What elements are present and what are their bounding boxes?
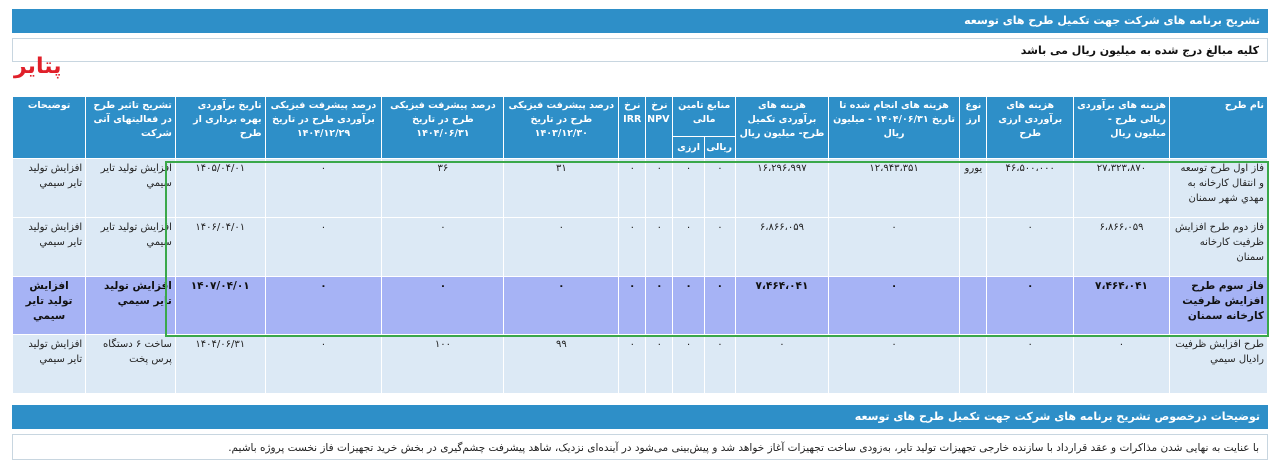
cell-impact: افزايش توليد تاير سيمي [86, 277, 176, 335]
cell-fund-rial: ۰ [704, 335, 735, 394]
company-logo: پتایر [14, 54, 62, 79]
cell-plan-name: فاز سوم طرح افزایش ظرفیت کارخانه سمنان [1169, 277, 1267, 335]
col-irr: نرخ IRR [619, 97, 646, 159]
table-row [13, 218, 1268, 277]
cell-npv: ۰ [646, 277, 673, 335]
col-progress-1403: درصد پیشرفت فیزیکی طرح در تاریخ ۱۴۰۳/۱۲/۳۰ [504, 97, 619, 159]
table-row-highlighted [13, 277, 1268, 335]
cell-notes: افزايش توليد تاير سيمي [13, 218, 86, 277]
cell-operation-date: ۱۴۰۴/۰۶/۳۱ [175, 335, 265, 394]
cell-progress-1403: ۰ [504, 277, 619, 335]
notes-title: توضیحات درخصوص تشریح برنامه های شرکت جهت تکمیل طرح های توسعه [12, 405, 1268, 429]
cell-rial-cost: ۰ [1073, 335, 1169, 394]
cell-progress-1403: ۳۱ [504, 159, 619, 218]
cell-completion-cost: ۶،۸۶۶،۰۵۹ [736, 218, 829, 277]
cell-operation-date: ۱۴۰۶/۰۴/۰۱ [175, 218, 265, 277]
cell-progress-1403: ۰ [504, 218, 619, 277]
cell-npv: ۰ [646, 159, 673, 218]
col-currency: نوع ارز [960, 97, 987, 159]
cell-progress-1404-12: ۰ [265, 335, 382, 394]
cell-rial-cost: ۶،۸۶۶،۰۵۹ [1073, 218, 1169, 277]
cell-progress-1403: ۹۹ [504, 335, 619, 394]
col-impact: تشریح تاثیر طرح در فعالیتهای آتی شرکت [86, 97, 176, 159]
cell-fund-fx: ۰ [673, 218, 704, 277]
col-funding: منابع تامین مالی [673, 97, 736, 137]
cell-spent: ۱۲،۹۴۳،۳۵۱ [828, 159, 959, 218]
cell-plan-name: طرح افزایش ظرفیت رادیال سیمي [1169, 335, 1267, 394]
page-title: تشریح برنامه های شرکت جهت تکمیل طرح های توسعه [12, 9, 1268, 33]
cell-currency [960, 335, 987, 394]
cell-impact: افزايش توليد تاير سيمي [86, 159, 176, 218]
cell-impact: افزايش توليد تاير سيمي [86, 218, 176, 277]
cell-currency [960, 277, 987, 335]
cell-currency: یورو [960, 159, 987, 218]
cell-progress-1404-12: ۰ [265, 159, 382, 218]
col-spent: هزینه های انجام شده تا تاریخ ۱۴۰۴/۰۶/۳۱ - میلیون ریال [828, 97, 959, 159]
cell-impact: ساخت ۶ دستگاه پرس پخت [86, 335, 176, 394]
cell-fund-rial: ۰ [704, 218, 735, 277]
col-notes: توضیحات [13, 97, 86, 159]
cell-fund-fx: ۰ [673, 159, 704, 218]
cell-npv: ۰ [646, 335, 673, 394]
cell-completion-cost: ۷،۴۶۴،۰۴۱ [736, 277, 829, 335]
cell-irr: ۰ [619, 159, 646, 218]
cell-spent: ۰ [828, 277, 959, 335]
cell-rial-cost: ۲۷،۳۲۳،۸۷۰ [1073, 159, 1169, 218]
cell-fx-cost: ۰ [987, 218, 1074, 277]
cell-spent: ۰ [828, 335, 959, 394]
cell-fx-cost: ۰ [987, 277, 1074, 335]
cell-progress-1404-12: ۰ [265, 277, 382, 335]
cell-notes: افزايش توليد تاير سيمي [13, 335, 86, 394]
cell-operation-date: ۱۴۰۵/۰۴/۰۱ [175, 159, 265, 218]
col-rial-cost: هزینه های برآوردی ریالی طرح - میلیون ریال [1073, 97, 1169, 159]
notes-text: با عنایت به نهایی شدن مذاکرات و عقد قرارداد با سازنده خارجی تجهیزات تولید تایر، به‌زودی ساخت تجهیزات آغاز خواهد شد و پیش‌بینی می‌شود در آینده‌ای نزدیک، شاهد پیشرفت چشم‌گیری در بخش خرید تجهیزات فاز نخست پروژه باشیم. [12, 434, 1268, 460]
table-row [13, 159, 1268, 218]
cell-fx-cost: ۴۶،۵۰۰،۰۰۰ [987, 159, 1074, 218]
col-operation-date: تاریخ برآوردی بهره برداری از طرح [175, 97, 265, 159]
cell-progress-1404-06: ۳۶ [382, 159, 504, 218]
col-completion-cost: هزینه های برآوردی تکمیل طرح- میلیون ریال [736, 97, 829, 159]
cell-completion-cost: ۱۶،۲۹۶،۹۹۷ [736, 159, 829, 218]
col-funding-fx: ارزی [673, 137, 704, 159]
cell-operation-date: ۱۴۰۷/۰۴/۰۱ [175, 277, 265, 335]
col-fx-cost: هزینه های برآوردی ارزی طرح [987, 97, 1074, 159]
col-funding-rial: ریالی [704, 137, 735, 159]
cell-completion-cost: ۰ [736, 335, 829, 394]
table-row [13, 335, 1268, 394]
cell-plan-name: فاز اول طرح توسعه و انتقال کارخانه به مهدي شهر سمنان [1169, 159, 1267, 218]
amounts-note: کلیه مبالغ درج شده به میلیون ریال می باشد [12, 38, 1268, 62]
cell-notes: افزايش توليد تاير سيمي [13, 159, 86, 218]
col-plan-name: نام طرح [1169, 97, 1267, 159]
cell-rial-cost: ۷،۴۶۴،۰۴۱ [1073, 277, 1169, 335]
cell-currency [960, 218, 987, 277]
cell-progress-1404-06: ۱۰۰ [382, 335, 504, 394]
cell-fund-fx: ۰ [673, 277, 704, 335]
cell-fund-fx: ۰ [673, 335, 704, 394]
development-plans-table [12, 96, 1268, 394]
cell-irr: ۰ [619, 335, 646, 394]
cell-irr: ۰ [619, 218, 646, 277]
cell-fund-rial: ۰ [704, 159, 735, 218]
cell-plan-name: فاز دوم طرح افزایش ظرفیت کارخانه سمنان [1169, 218, 1267, 277]
cell-fund-rial: ۰ [704, 277, 735, 335]
cell-spent: ۰ [828, 218, 959, 277]
cell-fx-cost: ۰ [987, 335, 1074, 394]
cell-progress-1404-06: ۰ [382, 277, 504, 335]
col-progress-1404-06: درصد پیشرفت فیزیکی طرح در تاریخ ۱۴۰۴/۰۶/۳۱ [382, 97, 504, 159]
cell-irr: ۰ [619, 277, 646, 335]
cell-progress-1404-12: ۰ [265, 218, 382, 277]
cell-npv: ۰ [646, 218, 673, 277]
col-progress-1404-12: درصد پیشرفت فیزیکی برآوردی طرح در تاریخ ۱۴۰۴/۱۲/۲۹ [265, 97, 382, 159]
col-npv: نرخ NPV [646, 97, 673, 159]
cell-notes: افزايش توليد تاير سيمي [13, 277, 86, 335]
cell-progress-1404-06: ۰ [382, 218, 504, 277]
